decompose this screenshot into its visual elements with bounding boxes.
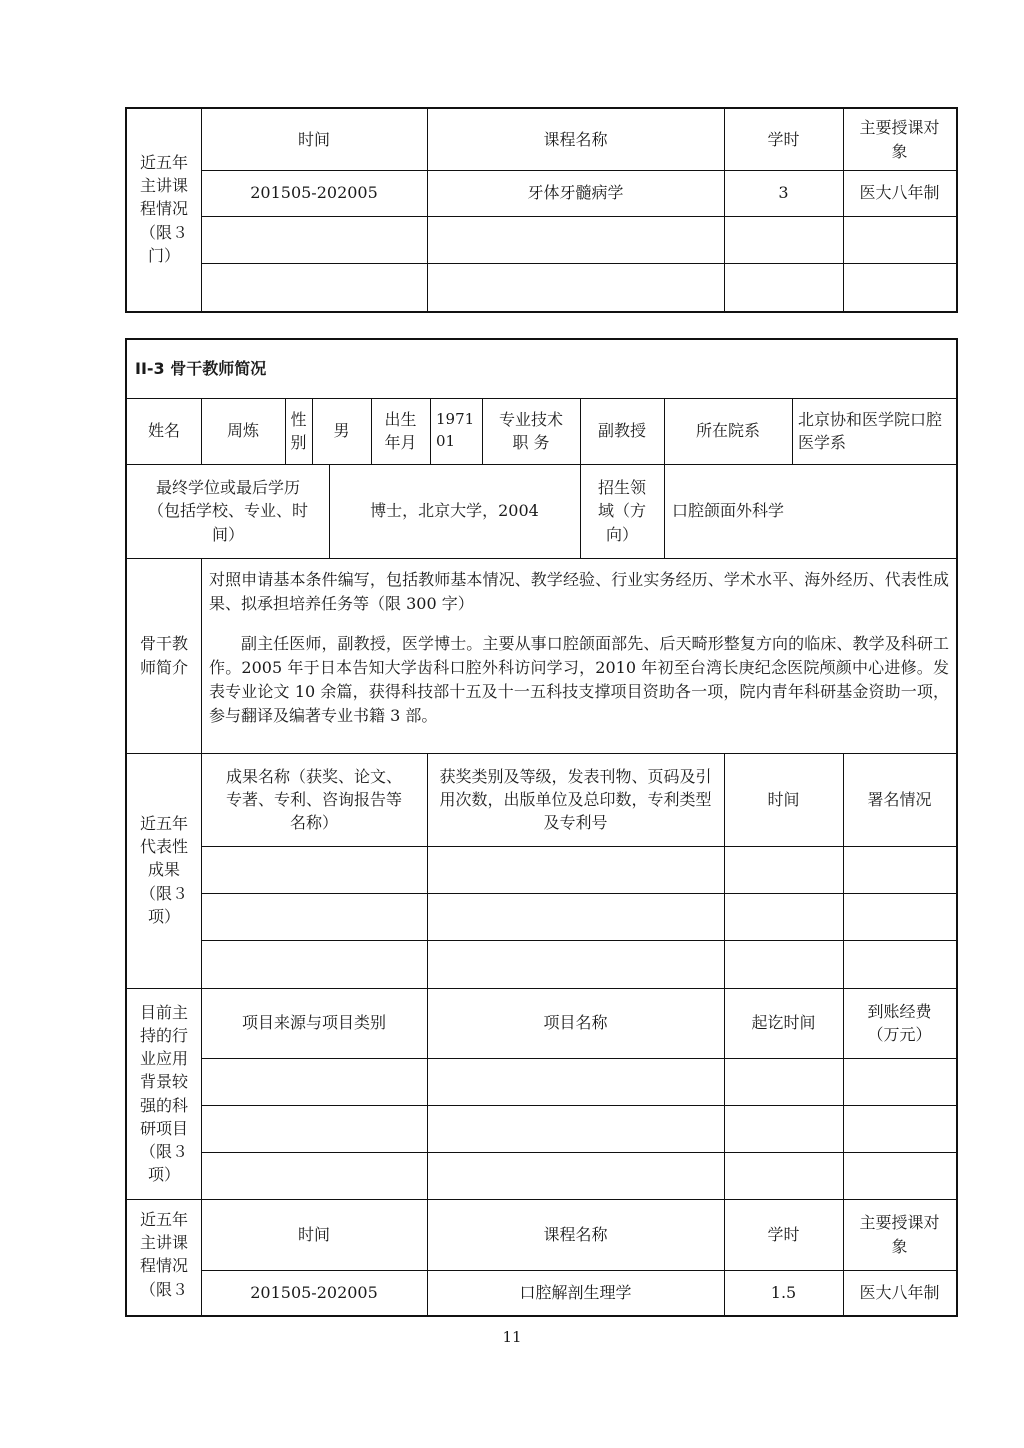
previous-courses-table (125, 107, 958, 313)
divider (201, 940, 956, 941)
achievements-label: 近五年代表性成果（限３项） (139, 814, 188, 926)
divider (201, 893, 956, 894)
birth-value: 1971 01 (436, 410, 475, 450)
degree-value: 博士，北京大学，2004 (370, 501, 539, 521)
title-value: 副教授 (597, 421, 646, 441)
field-label: 招生领域（方向） (597, 478, 646, 544)
divider (201, 263, 956, 264)
courses-header-name: 课程名称 (543, 1224, 608, 1244)
projects-header-source: 项目来源与项目类别 (241, 1013, 386, 1033)
divider (201, 1058, 956, 1059)
header-hours: 学时 (767, 129, 800, 149)
dept-label: 所在院系 (695, 421, 760, 441)
row-course-name: 牙体牙髓病学 (527, 183, 624, 203)
degree-label: 最终学位或最后学历（包括学校、专业、时间） (147, 478, 308, 544)
header-course-name: 课程名称 (543, 129, 608, 149)
name-value: 周炼 (226, 421, 259, 441)
intro-body: 副主任医师，副教授，医学博士。主要从事口腔颌面部先、后天畸形整复方向的临床、教学及科研工作。2005 年于日本告知大学齿科口腔外科访问学习，2010 年初至台湾长庚纪念医院颅颜中心进修。发表专业论文 10 余篇，获得科技部十五及十一五科技支撑项目资助各一项，院内青年科研基金资助一项，参与翻译及编著专业书籍 3 部。 (209, 634, 949, 725)
achievements-header-signature: 署名情况 (867, 789, 932, 809)
courses-row-audience: 医大八年制 (859, 1282, 940, 1302)
projects-header-funding: 到账经费（万元） (867, 1001, 932, 1044)
projects-header-name: 项目名称 (543, 1013, 608, 1033)
title-label: 专业技术 职 务 (498, 409, 563, 452)
projects-label: 目前主持的行业应用背景较强的科研项目（限３项） (139, 1002, 188, 1185)
dept-value: 北京协和医学院口腔医学系 (798, 409, 943, 452)
courses-header-audience: 主要授课对象 (859, 1213, 940, 1256)
divider (201, 558, 202, 753)
header-time: 时间 (297, 129, 330, 149)
courses-label: 近五年主讲课程情况（限３ (139, 1210, 188, 1299)
projects-header-period: 起讫时间 (751, 1013, 816, 1033)
field-value: 口腔颌面外科学 (672, 501, 785, 521)
gender-value: 男 (333, 421, 350, 441)
achievements-header-category: 获奖类别及等级，发表刊物、页码及引用次数，出版单位及总印数，专利类型及专利号 (439, 766, 712, 833)
row-time: 201505-202005 (250, 183, 378, 203)
section-title: II-3 骨干教师简况 (135, 359, 267, 379)
divider (201, 216, 956, 217)
courses-header-time: 时间 (297, 1224, 330, 1244)
intro-instruction: 对照申请基本条件编写，包括教师基本情况、教学经验、行业实务经历、学术水平、海外经历、代表性成果、拟承担培养任务等（限 300 字） (209, 570, 949, 613)
intro-label: 骨干教师简介 (139, 634, 188, 677)
courses-header-hours: 学时 (767, 1224, 800, 1244)
courses-row-name: 口腔解剖生理学 (519, 1282, 632, 1302)
divider (201, 1152, 956, 1153)
courses-row-hours: 1.5 (770, 1282, 797, 1302)
divider (201, 846, 956, 847)
key-teacher-form (125, 338, 958, 1317)
courses-row-time: 201505-202005 (250, 1282, 378, 1302)
side-label: 近五年主讲课程情况（限３门） (139, 153, 188, 265)
page-number: 11 (502, 1328, 522, 1346)
divider (127, 558, 956, 559)
row-audience: 医大八年制 (859, 183, 940, 203)
achievements-header-time: 时间 (767, 789, 800, 809)
birth-label: 出生年月 (384, 409, 417, 452)
row-hours: 3 (778, 183, 789, 203)
achievements-header-name: 成果名称（获奖、论文、专著、专利、咨询报告等名称） (225, 766, 402, 833)
divider (201, 1105, 956, 1106)
gender-label: 性别 (290, 409, 307, 452)
header-audience: 主要授课对象 (859, 118, 940, 161)
name-label: 姓名 (147, 421, 180, 441)
